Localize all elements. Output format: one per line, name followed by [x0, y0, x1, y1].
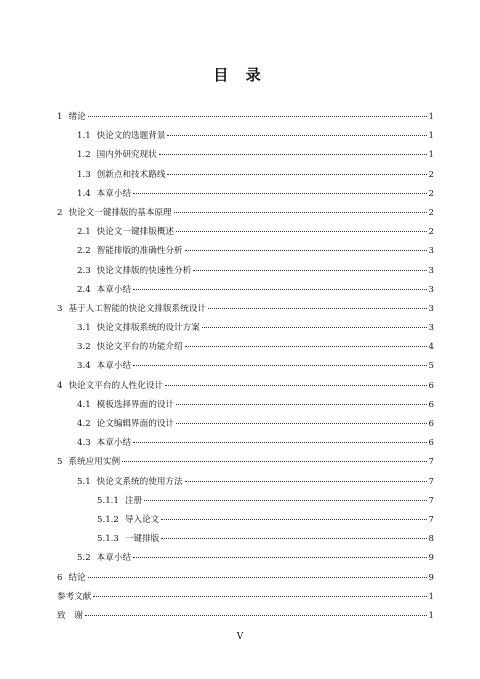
- toc-entry-label: 模板选择界面的设计: [96, 399, 175, 410]
- toc-entry-title: [57, 204, 172, 223]
- toc-dot-leader: [176, 423, 427, 424]
- toc-entry-number: 1.2: [77, 150, 91, 161]
- toc-entry[interactable]: [57, 453, 434, 472]
- toc-entry[interactable]: [57, 357, 434, 376]
- toc-entry-title: [57, 108, 86, 127]
- toc-dot-leader: [133, 289, 426, 290]
- toc-entry-number: 2.4: [77, 284, 91, 295]
- toc-entry-label: 快论文一键排版概述: [96, 227, 175, 238]
- toc-dot-leader: [159, 154, 427, 155]
- toc-entry-page: 9: [428, 553, 434, 564]
- page-number: V: [236, 632, 244, 642]
- toc-entry-number: 2.2: [77, 246, 91, 257]
- toc-entry-page: 1: [428, 112, 434, 122]
- toc-entry-page: 6: [428, 419, 434, 429]
- toc-entry-page: 1: [428, 150, 434, 161]
- toc-entry-label: 本章小结: [96, 188, 132, 199]
- toc-entry-title: [77, 127, 165, 146]
- toc-entry-label: 本章小结: [96, 553, 132, 564]
- toc-entry-title: [77, 357, 131, 376]
- toc-entry-title: [77, 549, 131, 568]
- toc-entry-label: 结论: [68, 572, 86, 583]
- toc-entry-label: 创新点和技术路线: [96, 169, 166, 180]
- toc-dot-leader: [174, 212, 427, 213]
- toc-entry-label: 一键排版: [124, 534, 160, 545]
- toc-entry-title: [77, 473, 183, 492]
- toc-entry[interactable]: [57, 204, 434, 223]
- toc-entry[interactable]: [57, 146, 434, 165]
- toc-entry-label: 快论文排版系统的设计方案: [96, 323, 200, 334]
- toc-entry-number: 4.3: [77, 438, 91, 449]
- toc-entry-number: 3.4: [77, 361, 91, 372]
- toc-dot-leader: [167, 174, 426, 175]
- toc-entry-number: 5.2: [77, 553, 91, 564]
- toc-dot-leader: [185, 346, 427, 347]
- table-of-contents: [57, 108, 434, 626]
- toc-entry-label: 快论文平台的功能介绍: [96, 342, 183, 353]
- toc-entry-number: 4: [57, 380, 63, 391]
- toc-entry-title: [57, 588, 91, 607]
- toc-entry-label: 快论文平台的人性化设计: [68, 380, 164, 391]
- toc-entry-number: 3: [57, 303, 63, 314]
- toc-entry-title: [57, 453, 120, 472]
- toc-entry[interactable]: [57, 166, 434, 185]
- toc-entry-page: 2: [428, 227, 434, 238]
- toc-dot-leader: [144, 500, 426, 501]
- toc-entry-number: 6: [57, 572, 63, 583]
- toc-entry-number: 2.3: [77, 265, 91, 276]
- toc-entry-page: 7: [428, 514, 434, 525]
- toc-entry-page: 2: [428, 188, 434, 199]
- toc-dot-leader: [185, 250, 427, 251]
- toc-entry[interactable]: [57, 108, 434, 127]
- toc-entry-number: 5.1.3: [97, 534, 119, 545]
- toc-entry[interactable]: [57, 338, 434, 357]
- toc-dot-leader: [193, 270, 426, 271]
- toc-entry-title: [77, 396, 174, 415]
- toc-entry-label: 论文编辑界面的设计: [96, 419, 175, 429]
- toc-entry-number: 1.3: [77, 169, 91, 180]
- toc-entry-number: 5.1.1: [97, 495, 119, 506]
- toc-entry-label: 智能排版的准确性分析: [96, 246, 183, 257]
- toc-entry-label: 国内外研究现状: [96, 150, 157, 161]
- toc-dot-leader: [93, 596, 426, 597]
- toc-entry-page: 4: [428, 342, 434, 353]
- toc-entry-page: 2: [428, 207, 434, 218]
- toc-entry-title: [77, 166, 165, 185]
- toc-entry-page: 5: [428, 361, 434, 372]
- toc-dot-leader: [161, 538, 426, 539]
- toc-dot-leader: [185, 481, 427, 482]
- toc-entry-label: 系统应用实例: [68, 457, 121, 468]
- toc-entry-label: 注册: [124, 495, 143, 506]
- toc-entry-number: 4.1: [77, 399, 91, 410]
- toc-entry-title: [77, 281, 131, 300]
- toc-entry[interactable]: [57, 223, 434, 242]
- toc-entry-number: 3.2: [77, 342, 91, 353]
- toc-entry-page: 3: [428, 284, 434, 295]
- toc-entry[interactable]: [57, 473, 434, 492]
- page-title: 目 录: [213, 66, 267, 84]
- toc-entry-number: 1.1: [77, 131, 91, 142]
- toc-entry-label: 快论文的选题背景: [96, 131, 166, 142]
- toc-entry-title: [77, 434, 131, 453]
- toc-entry[interactable]: [57, 262, 434, 281]
- toc-entry-label: 快论文一键排版的基本原理: [68, 207, 172, 218]
- toc-dot-leader: [208, 308, 427, 309]
- toc-entry[interactable]: [57, 319, 434, 338]
- toc-entry-title: [57, 377, 163, 396]
- toc-entry-page: 3: [428, 246, 434, 257]
- toc-entry-number: 4.2: [77, 419, 91, 429]
- toc-entry-title: [57, 300, 206, 319]
- toc-entry-label: 本章小结: [96, 438, 132, 449]
- toc-entry-label: 绪论: [68, 112, 86, 122]
- toc-entry-title: [57, 607, 83, 626]
- toc-dot-leader: [88, 116, 427, 117]
- toc-entry-number: 1.4: [77, 188, 91, 199]
- toc-entry-page: 7: [428, 476, 434, 487]
- toc-entry-title: [77, 185, 131, 204]
- toc-entry[interactable]: [57, 242, 434, 261]
- toc-entry[interactable]: [57, 549, 434, 568]
- toc-dot-leader: [88, 577, 427, 578]
- toc-entry-title: [77, 319, 200, 338]
- toc-entry-label: 本章小结: [96, 361, 132, 372]
- toc-entry-label: 导入论文: [124, 514, 160, 525]
- toc-entry-number: 1: [57, 112, 63, 122]
- toc-dot-leader: [165, 385, 427, 386]
- toc-entry-number: 5: [57, 457, 63, 468]
- toc-entry-number: 2: [57, 207, 63, 218]
- toc-entry[interactable]: [57, 281, 434, 300]
- toc-entry[interactable]: [57, 492, 434, 511]
- toc-dot-leader: [167, 135, 426, 136]
- toc-entry-title: [97, 511, 159, 530]
- toc-dot-leader: [202, 327, 427, 328]
- toc-entry-label: 快论文系统的使用方法: [96, 476, 183, 487]
- toc-entry[interactable]: [57, 588, 434, 607]
- toc-dot-leader: [133, 442, 426, 443]
- toc-entry[interactable]: [57, 511, 434, 530]
- toc-entry[interactable]: [57, 300, 434, 319]
- toc-entry-page: 1: [428, 610, 434, 621]
- toc-entry-page: 6: [428, 380, 434, 391]
- toc-dot-leader: [176, 404, 427, 405]
- toc-entry[interactable]: [57, 185, 434, 204]
- toc-entry-label: 基于人工智能的快论文排版系统设计: [68, 303, 206, 314]
- toc-entry-title: [77, 415, 174, 434]
- toc-dot-leader: [133, 365, 426, 366]
- toc-entry-page: 9: [428, 572, 434, 583]
- toc-entry[interactable]: [57, 607, 434, 626]
- toc-entry-label: 致 谢: [57, 610, 83, 621]
- toc-entry-page: 6: [428, 438, 434, 449]
- toc-entry[interactable]: [57, 569, 434, 588]
- toc-entry-number: 2.1: [77, 227, 91, 238]
- toc-entry-title: [77, 223, 174, 242]
- toc-entry-page: 3: [428, 303, 434, 314]
- toc-entry-page: 1: [428, 591, 434, 602]
- toc-entry-label: 快论文排版的快速性分析: [96, 265, 192, 276]
- toc-entry[interactable]: [57, 530, 434, 549]
- toc-entry-page: 6: [428, 399, 434, 410]
- toc-entry[interactable]: [57, 396, 434, 415]
- toc-entry-title: [77, 242, 183, 261]
- toc-entry[interactable]: [57, 434, 434, 453]
- toc-entry-title: [57, 569, 86, 588]
- toc-dot-leader: [133, 193, 426, 194]
- toc-entry-page: 1: [428, 131, 434, 142]
- toc-entry-title: [97, 530, 159, 549]
- toc-dot-leader: [161, 519, 426, 520]
- toc-entry-number: 5.1.2: [97, 514, 119, 525]
- toc-entry-page: 7: [428, 457, 434, 468]
- toc-dot-leader: [176, 231, 427, 232]
- toc-entry[interactable]: [57, 415, 434, 434]
- toc-entry-title: [77, 146, 157, 165]
- toc-entry-page: 2: [428, 169, 434, 180]
- toc-entry-page: 7: [428, 495, 434, 506]
- toc-entry[interactable]: [57, 377, 434, 396]
- toc-entry-title: [77, 262, 191, 281]
- toc-dot-leader: [85, 615, 427, 616]
- toc-entry-page: 8: [428, 534, 434, 545]
- toc-entry[interactable]: [57, 127, 434, 146]
- toc-entry-title: [97, 492, 142, 511]
- toc-entry-page: 3: [428, 323, 434, 334]
- toc-dot-leader: [122, 461, 426, 462]
- toc-entry-label: 参考文献: [57, 591, 92, 602]
- toc-entry-number: 5.1: [77, 476, 91, 487]
- toc-dot-leader: [133, 557, 426, 558]
- toc-entry-title: [77, 338, 183, 357]
- toc-entry-page: 3: [428, 265, 434, 276]
- toc-entry-label: 本章小结: [96, 284, 132, 295]
- toc-entry-number: 3.1: [77, 323, 91, 334]
